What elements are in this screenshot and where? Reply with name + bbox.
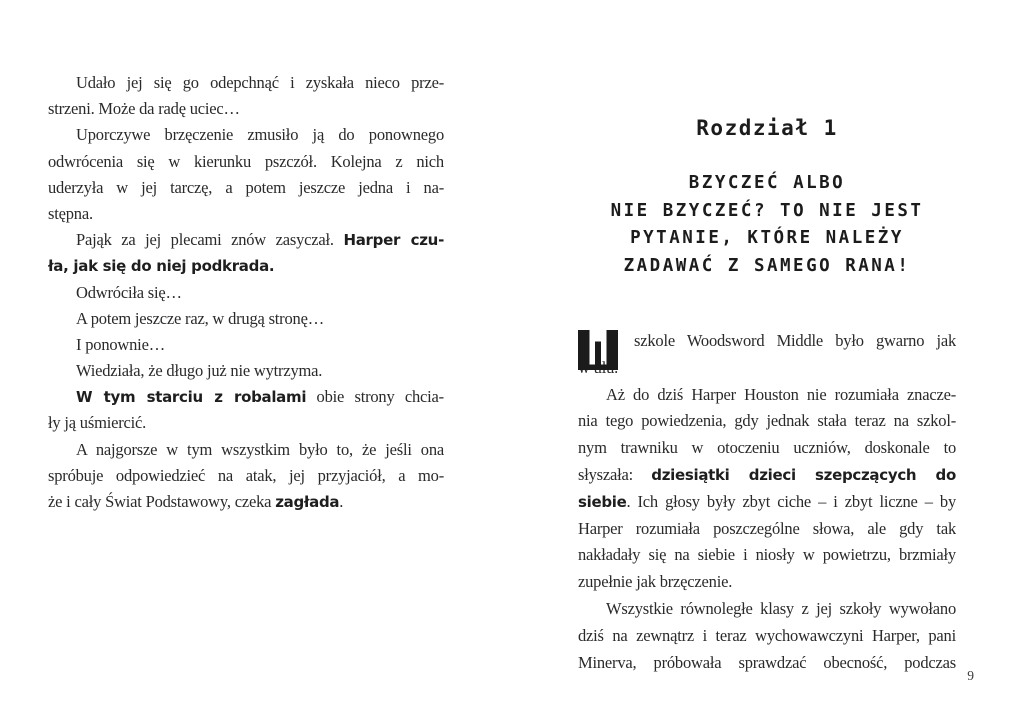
- text-line: [578, 328, 956, 355]
- text-segment: nym trawniku w otoczeniu uczniów, doskonale to: [578, 438, 956, 458]
- text-segment: A potem jeszcze raz, w drugą stronę…: [76, 308, 324, 328]
- text-segment: ły ją uśmiercić.: [48, 413, 147, 433]
- page-number: 9: [967, 668, 974, 683]
- text-segment: Harper rozumiała poszczególne słowa, ale gdy tak: [578, 518, 956, 538]
- text-segment: Wiedziała, że długo już nie wytrzyma.: [76, 361, 323, 381]
- text-line: [48, 122, 444, 148]
- text-segment: dziś na zewnątrz i teraz wychowawczyni Harper, pani: [578, 625, 956, 645]
- text-segment: strzeni. Może da radę uciec…: [48, 99, 240, 119]
- text-line: [48, 410, 444, 436]
- right-page-body: [578, 328, 956, 676]
- chapter-label: Rozdział 1: [696, 116, 838, 140]
- text-segment: . Ich głosy były zbyt ciche – i zbyt liczne – by: [626, 491, 956, 511]
- text-line: [48, 227, 444, 253]
- text-line: [48, 253, 444, 279]
- text-segment: Wszystkie równoległe klasy z jej szkoły wywołano: [606, 598, 956, 618]
- text-line: [48, 280, 444, 306]
- text-line: [48, 175, 444, 201]
- text-segment: nia tego powiedzenia, gdy jednak stała teraz na szkol-: [578, 411, 956, 431]
- text-line: [578, 408, 956, 435]
- text-segment: obie strony chcia-: [306, 387, 444, 407]
- text-segment: odwrócenia się w kierunku pszczół. Kolejna z nich: [48, 151, 444, 171]
- chapter-title-line: ZADAWAĆ Z SAMEGO RANA!: [623, 255, 911, 276]
- bold-phrase: zagłada: [275, 493, 340, 511]
- left-page-text: [48, 70, 444, 515]
- text-line: [48, 463, 444, 489]
- text-line: [48, 358, 444, 384]
- text-line: [578, 489, 956, 516]
- bold-phrase: W tym starciu z robalami: [76, 388, 307, 407]
- bold-phrase: dziesiątki dzieci szepczących do: [651, 465, 956, 484]
- text-line: [48, 384, 444, 410]
- text-segment: uderzyła w jej tarczę, a potem jeszcze jedna i na-: [48, 177, 444, 197]
- chapter-title-line: BZYCZEĆ ALBO: [688, 173, 846, 193]
- text-line: [48, 437, 444, 463]
- text-segment: Uporczywe brzęczenie zmusiło ją do ponownego: [76, 125, 444, 145]
- bold-phrase: siebie: [578, 492, 627, 511]
- text-segment: spróbuje odpowiedzieć na atak, jej przyjaciół, a mo-: [48, 465, 444, 485]
- text-segment: stępna.: [48, 203, 93, 223]
- text-segment: nakładały się na siebie i niosły w powietrzu, brzmiały: [578, 545, 956, 565]
- text-segment: Odwróciła się…: [76, 282, 182, 302]
- pixel-drop-cap-w-icon: [578, 330, 618, 370]
- text-line: [578, 462, 956, 489]
- text-segment: zupełnie jak brzęczenie.: [578, 572, 733, 592]
- text-line: [48, 332, 444, 358]
- text-line: [48, 306, 444, 332]
- text-segment: Pająk za jej plecami znów zasyczał.: [76, 230, 344, 250]
- text-segment: Aż do dziś Harper Houston nie rozumiała znacze-: [606, 384, 956, 404]
- text-segment: A najgorsze w tym wszystkim było to, że jeśli ona: [76, 439, 444, 459]
- text-line: [578, 650, 956, 677]
- text-segment: że i cały Świat Podstawowy, czeka: [48, 492, 276, 511]
- text-segment: Udało jej się go odepchnąć i zyskała nieco prze-: [76, 73, 444, 92]
- text-segment: .: [339, 492, 344, 511]
- text-line: [578, 382, 956, 409]
- bold-phrase: ła, jak się do niej podkrada.: [48, 257, 275, 276]
- text-line: [578, 569, 956, 596]
- text-segment: szkole Woodsword Middle było gwarno jak: [634, 331, 956, 350]
- chapter-title-line: NIE BZYCZEĆ? TO NIE JEST: [610, 200, 924, 221]
- bold-phrase: Harper czu-: [343, 231, 444, 250]
- text-line: [578, 623, 956, 650]
- chapter-title-line: PYTANIE, KTÓRE NALEŻY: [630, 228, 904, 248]
- text-segment: I ponownie…: [76, 334, 165, 354]
- text-line: [48, 96, 444, 122]
- text-line: [578, 596, 956, 623]
- text-segment: słyszała:: [578, 464, 652, 484]
- text-line: [578, 435, 956, 462]
- text-line: [48, 149, 444, 175]
- text-segment: Minerva, próbowała sprawdzać obecność, podczas: [578, 652, 956, 672]
- chapter-title: [560, 170, 974, 280]
- text-line: [578, 355, 956, 382]
- text-line: [48, 70, 444, 96]
- text-line: [48, 201, 444, 227]
- text-line: [578, 516, 956, 543]
- text-line: [48, 489, 444, 515]
- text-line: [578, 542, 956, 569]
